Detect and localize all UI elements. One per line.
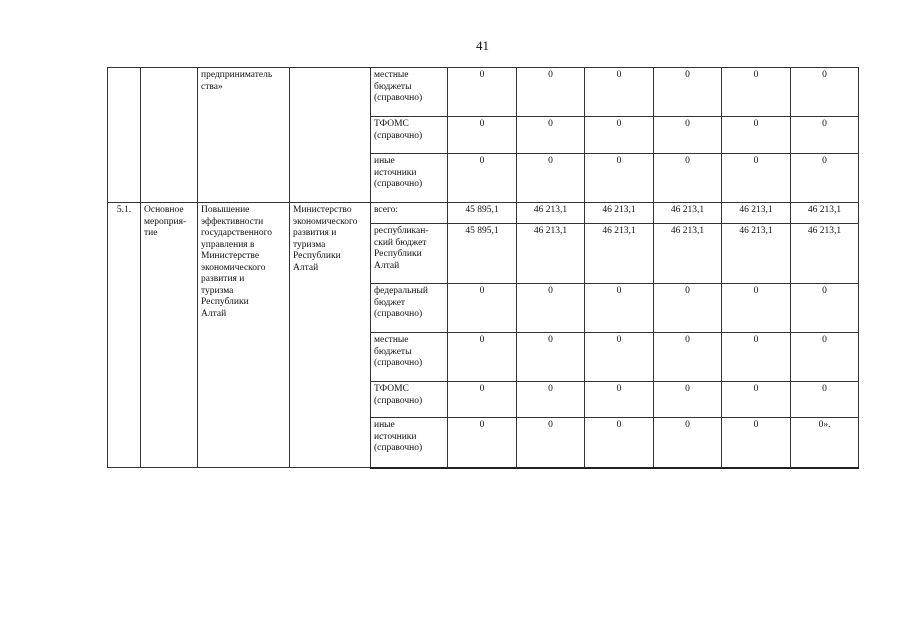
value-cell: 0 [448,418,517,468]
number-cell [108,68,141,203]
funding-source-cell-line: ский бюджет [374,237,427,248]
item-executor-cell [290,203,371,468]
funding-source-cell-line: местные [374,335,409,345]
funding-source-cell [371,382,448,418]
value-cell: 0 [448,68,517,117]
funding-source-cell-line: бюджеты [374,346,412,357]
value-cell: 0 [517,382,585,418]
value-cell: 46 213,1 [791,203,859,224]
budget-table [107,67,859,469]
funding-source-cell-line: республикан- [374,226,429,236]
value-cell: 0 [585,117,654,154]
value-cell: 0 [791,333,859,382]
funding-source-cell-line: иные [374,420,395,430]
value-cell: 0 [722,68,791,117]
item-executor-cell-line: экономического [293,216,358,227]
funding-source-cell [371,418,448,468]
funding-source-cell-line: источники [374,431,417,442]
value-cell: 0 [448,284,517,333]
item-executor-cell-line: Республики [293,251,341,261]
item-name-cell-line: Республики [201,297,249,307]
name-cell [198,68,290,203]
value-cell: 0 [791,284,859,333]
value-cell: 0 [791,68,859,117]
value-cell: 0 [448,154,517,203]
funding-source-cell-line: Алтай [374,260,400,271]
funding-source-cell-line: всего: [374,205,399,215]
funding-source-cell [371,203,448,224]
value-cell: 0 [585,68,654,117]
item-type-cell-line: тие [144,228,158,238]
executor-cell [290,68,371,203]
value-cell: 0 [722,382,791,418]
value-cell: 45 895,1 [448,224,517,284]
value-cell: 0 [654,333,722,382]
item-name-cell-line: управления в [201,239,255,250]
value-cell: 0 [654,382,722,418]
value-cell: 0 [517,154,585,203]
funding-source-cell [371,117,448,154]
funding-source-cell-line: источники [374,167,417,178]
value-cell: 0 [517,68,585,117]
funding-source-cell-line: Республики [374,249,422,259]
funding-source-cell-line: (справочно) [374,179,423,189]
item-name-cell-line: туризма [201,285,234,296]
funding-source-cell [371,284,448,333]
value-cell: 0 [585,333,654,382]
funding-source-cell-line: (справочно) [374,130,423,141]
item-type-cell-line: Основное [144,205,184,215]
value-cell: 0 [722,284,791,333]
item-number-cell: 5.1. [108,203,141,468]
value-cell: 46 213,1 [585,203,654,224]
value-cell: 46 213,1 [585,224,654,284]
value-cell: 0 [654,117,722,154]
item-name-cell-line: Повышение [201,205,250,215]
value-cell: 0 [517,418,585,468]
funding-source-cell-line: бюджет [374,297,406,308]
value-cell: 0 [722,117,791,154]
value-cell: 0 [722,418,791,468]
name-cell-line: ства» [201,81,223,92]
item-type-cell-line: мероприя- [144,216,187,227]
item-type-cell [141,203,198,468]
page-number: 41 [476,38,489,53]
table-row [108,68,859,117]
table-row [108,203,859,224]
item-name-cell-line: эффективности [201,216,264,227]
funding-source-cell-line: иные [374,156,395,166]
value-cell: 0 [654,68,722,117]
value-cell: 0 [654,284,722,333]
item-name-cell-line: государственного [201,228,273,238]
value-cell: 46 213,1 [517,203,585,224]
value-cell: 0 [448,382,517,418]
value-cell: 0 [722,154,791,203]
item-executor-cell-line: Министерство [293,205,352,215]
value-cell: 0 [791,382,859,418]
value-cell: 46 213,1 [722,224,791,284]
name-cell-line: предприниматель [201,70,273,80]
funding-source-cell-line: (справочно) [374,443,423,453]
value-cell: 0 [585,418,654,468]
value-cell: 0 [791,117,859,154]
funding-source-cell [371,224,448,284]
funding-source-cell-line: бюджеты [374,81,412,92]
value-cell: 0 [722,333,791,382]
type-cell [141,68,198,203]
item-executor-cell-line: туризма [293,239,326,250]
value-cell: 0 [654,418,722,468]
value-cell: 0». [791,418,859,468]
funding-source-cell-line: (справочно) [374,93,423,103]
value-cell: 0 [791,154,859,203]
item-name-cell-line: Алтай [201,308,227,319]
value-cell: 46 213,1 [654,203,722,224]
item-executor-cell-line: развития и [293,228,337,238]
funding-source-cell [371,333,448,382]
funding-source-cell-line: федеральный [374,286,428,296]
value-cell: 0 [517,284,585,333]
value-cell: 46 213,1 [791,224,859,284]
item-executor-cell-line: Алтай [293,262,319,273]
value-cell: 0 [654,154,722,203]
funding-source-cell-line: (справочно) [374,358,423,368]
funding-source-cell [371,154,448,203]
value-cell: 0 [585,284,654,333]
value-cell: 0 [448,333,517,382]
table-body [108,68,859,468]
funding-source-cell-line: ТФОМС [374,119,409,129]
item-name-cell [198,203,290,468]
funding-source-cell [371,68,448,117]
value-cell: 45 895,1 [448,203,517,224]
funding-source-cell-line: (справочно) [374,309,423,319]
funding-source-cell-line: (справочно) [374,395,423,406]
value-cell: 46 213,1 [722,203,791,224]
value-cell: 0 [448,117,517,154]
value-cell: 0 [517,333,585,382]
funding-source-cell-line: ТФОМС [374,384,409,394]
item-name-cell-line: Министерстве [201,251,260,261]
value-cell: 46 213,1 [517,224,585,284]
value-cell: 46 213,1 [654,224,722,284]
value-cell: 0 [585,154,654,203]
value-cell: 0 [585,382,654,418]
funding-source-cell-line: местные [374,70,409,80]
item-name-cell-line: развития и [201,274,245,284]
item-name-cell-line: экономического [201,262,266,273]
value-cell: 0 [517,117,585,154]
